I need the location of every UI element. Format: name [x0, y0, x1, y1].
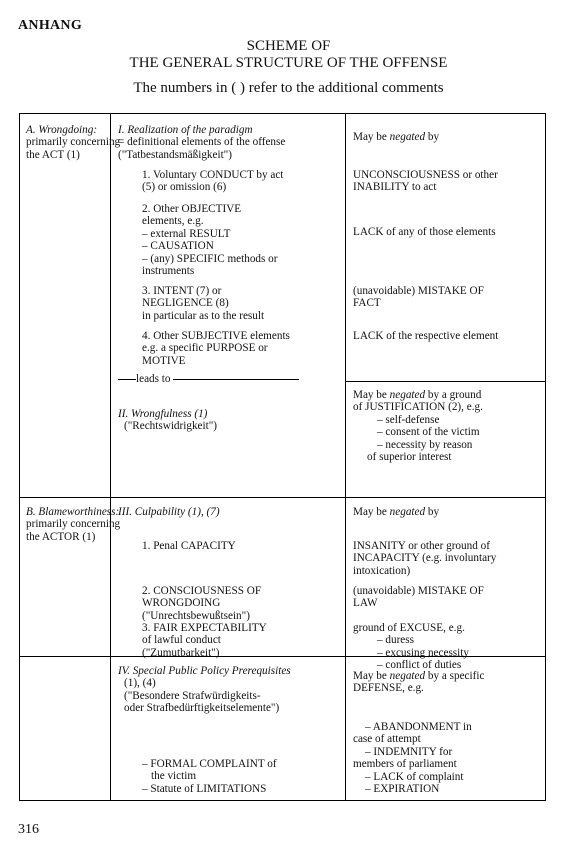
item-line: of lawful conduct — [142, 634, 221, 647]
realization-title: I. Realization of the paradigm — [118, 124, 253, 136]
leads-to-connector — [118, 373, 340, 385]
negation-text: May be — [353, 389, 390, 401]
item-line: 1. Voluntary CONDUCT by act — [142, 169, 284, 181]
title-line-2: THE GENERAL STRUCTURE OF THE OFFENSE — [129, 55, 448, 71]
negation-line: of JUSTIFICATION (2), e.g. — [353, 401, 483, 414]
section-b-line: primarily concerning — [26, 518, 121, 531]
item-line: – FORMAL COMPLAINT of — [142, 758, 277, 770]
negation-line: (unavoidable) MISTAKE OF — [353, 585, 484, 597]
policy-heading — [118, 665, 291, 715]
negation-line: – duress — [377, 634, 414, 647]
item-line: 1. Penal CAPACITY — [142, 540, 236, 552]
culpability-title: III. Culpability (1), (7) — [118, 506, 220, 518]
negation-intent — [353, 285, 484, 310]
item-capacity — [142, 540, 236, 552]
realization-line: ("Tatbestandsmäßigkeit") — [118, 148, 232, 161]
item-line: ("Zumutbarkeit") — [142, 646, 220, 659]
leads-rule-right — [173, 379, 299, 380]
leads-rule-left — [118, 379, 136, 380]
item-line: – Statute of LIMITATIONS — [142, 782, 267, 795]
negation-text: May be — [353, 131, 390, 143]
negation-line: – conflict of duties — [377, 659, 462, 672]
negation-line: – LACK of complaint — [365, 770, 464, 783]
negation-line: – consent of the victim — [377, 426, 480, 439]
negation-text: negated — [389, 670, 426, 682]
wrongfulness-title: II. Wrongfulness (1) — [118, 408, 208, 420]
negation-subjective — [353, 330, 498, 342]
negation-line: – INDEMNITY for — [365, 745, 453, 758]
item-consciousness — [142, 585, 261, 622]
negation-capacity — [353, 540, 496, 577]
item-objective — [142, 203, 278, 277]
item-line: – external RESULT — [142, 227, 231, 240]
negation-text: May be — [353, 670, 390, 682]
item-subjective — [142, 330, 290, 367]
item-line: in particular as to the result — [142, 309, 265, 322]
item-line: e.g. a specific PURPOSE or — [142, 342, 268, 355]
negation-line: (unavoidable) MISTAKE OF — [353, 285, 484, 297]
negation-line: ground of EXCUSE, e.g. — [353, 622, 465, 634]
scheme-table — [19, 113, 546, 801]
item-line: – CAUSATION — [142, 240, 214, 253]
policy-line: (1), (4) — [124, 677, 156, 690]
item-line: MOTIVE — [142, 354, 186, 367]
negation-line: – excusing necessity — [377, 646, 469, 659]
negation-line: UNCONSCIOUSNESS or other — [353, 169, 498, 181]
policy-line: ("Besondere Strafwürdigkeits- — [124, 689, 261, 702]
negation-text: by a ground — [425, 389, 482, 401]
defense-block — [353, 670, 484, 695]
justification-block — [353, 389, 483, 463]
negation-expectability — [353, 622, 469, 672]
item-expectability — [142, 622, 267, 659]
section-a-line: primarily concerning — [26, 136, 121, 149]
negation-line: LACK of the respective element — [353, 330, 499, 342]
negation-conduct — [353, 169, 498, 194]
realization-line: = definitional elements of the offense — [118, 136, 286, 149]
negation-line: – EXPIRATION — [365, 783, 440, 795]
negation-text: negated — [389, 131, 426, 143]
subtitle: The numbers in ( ) refer to the additional comments — [133, 80, 444, 96]
item-conduct — [142, 169, 283, 194]
negation-line: INSANITY or other ground of — [353, 540, 490, 552]
section-a — [26, 124, 120, 161]
negation-line: case of attempt — [353, 733, 421, 746]
item-line: ("Unrechtsbewußtsein") — [142, 609, 250, 622]
column-divider-2 — [345, 114, 346, 800]
item-line: 2. Other OBJECTIVE — [142, 203, 242, 215]
item-line: 4. Other SUBJECTIVE elements — [142, 330, 290, 342]
item-line: the victim — [151, 770, 197, 783]
negation-line: DEFENSE, e.g. — [353, 682, 424, 695]
negation-line: intoxication) — [353, 564, 411, 577]
item-line: 3. INTENT (7) or — [142, 285, 222, 297]
negation-line: LAW — [353, 597, 378, 610]
negation-text: by a specific — [425, 670, 485, 682]
negation-text: negated — [389, 389, 426, 401]
title-line-1: SCHEME OF — [246, 38, 331, 54]
negation-intro — [353, 131, 439, 143]
negation-line: of superior interest — [367, 451, 452, 464]
negation-line: LACK of any of those elements — [353, 226, 496, 238]
item-line: instruments — [142, 265, 195, 278]
item-intent — [142, 285, 264, 322]
section-b-title: B. Blameworthiness: — [26, 506, 120, 518]
section-b-line: the ACTOR (1) — [26, 530, 96, 543]
negation-line: – ABANDONMENT in — [365, 721, 472, 733]
negation-objective — [353, 226, 496, 238]
column-divider-1 — [110, 114, 111, 800]
negation-line: FACT — [353, 297, 381, 310]
negation-line: members of parliament — [353, 758, 457, 771]
negation-text: by — [425, 131, 440, 143]
negation-consciousness — [353, 585, 484, 610]
culpability-heading — [118, 506, 220, 518]
justification-divider — [345, 381, 545, 382]
wrongfulness-heading — [118, 408, 217, 433]
negation-line: INABILITY to act — [353, 181, 437, 194]
row-divider-1 — [20, 497, 545, 498]
item-line: WRONGDOING — [142, 597, 221, 610]
defense-items — [353, 721, 472, 783]
negation-text: by — [425, 506, 440, 518]
defense-expiration — [365, 783, 439, 795]
section-a-title: A. Wrongdoing: — [26, 124, 98, 136]
policy-title: IV. Special Public Policy Prerequisites — [118, 665, 291, 677]
wrongfulness-line: ("Rechtswidrigkeit") — [124, 420, 218, 433]
item-line: 2. CONSCIOUSNESS OF — [142, 585, 262, 597]
item-line: 3. FAIR EXPECTABILITY — [142, 622, 267, 634]
negation-text: negated — [389, 506, 426, 518]
negation-text: May be — [353, 506, 390, 518]
negation-line: INCAPACITY (e.g. involuntary — [353, 552, 497, 565]
policy-items — [142, 758, 277, 795]
realization-heading — [118, 124, 285, 161]
policy-line: oder Strafbedürftigkeitselemente") — [124, 702, 280, 715]
page-header: ANHANG — [18, 18, 83, 33]
item-line: – (any) SPECIFIC methods or — [142, 252, 278, 265]
section-a-line: the ACT (1) — [26, 148, 80, 161]
item-line: elements, e.g. — [142, 215, 204, 228]
leads-to-label: leads to — [136, 373, 171, 385]
negation-line: – self-defense — [377, 413, 440, 426]
item-line: NEGLIGENCE (8) — [142, 297, 229, 310]
section-b — [26, 506, 120, 543]
culpability-negation-intro — [353, 506, 439, 518]
negation-line: – necessity by reason — [377, 438, 473, 451]
page-number: 316 — [18, 822, 39, 837]
item-line: (5) or omission (6) — [142, 181, 227, 194]
